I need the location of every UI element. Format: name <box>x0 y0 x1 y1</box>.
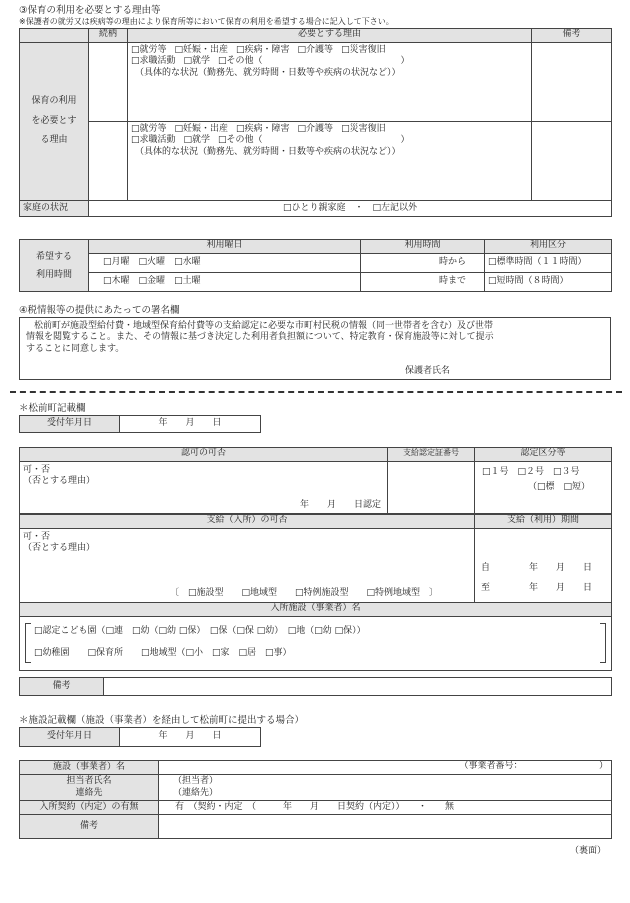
reason-options-2a[interactable]: □就労等 □妊娠・出産 □疾病・障害 □介護等 □災害復旧 <box>131 124 386 134</box>
town-received-table <box>19 415 261 433</box>
reason-cell-2 <box>128 122 532 201</box>
hope-time-side-label: 希望する 利用時間 <box>20 240 89 292</box>
reason-detail-1: （具体的な状況（勤務先、就労時間・日数等や疾病の状況など）） <box>135 67 401 78</box>
business-number[interactable]: （事業者番号： ） <box>159 761 612 775</box>
town-received-label: 受付年月日 <box>20 416 120 433</box>
days-row-1[interactable]: □月曜 □火曜 □水曜 <box>89 254 361 273</box>
contract-label: 入所契約（内定）の有無 <box>20 801 159 815</box>
family-status-options[interactable]: □ひとり親家庭 ・ □左記以外 <box>89 201 612 217</box>
town-remarks-table <box>19 677 612 696</box>
facility-name-cell[interactable] <box>20 617 612 671</box>
facility-received-date[interactable]: 年 月 日 <box>120 728 261 747</box>
relation-cell-1[interactable] <box>89 43 128 122</box>
town-payment-table <box>19 514 612 671</box>
section4-title: ④税情報等の提供にあたっての署名欄 <box>19 305 180 316</box>
reason-cell-1 <box>128 43 532 122</box>
facility-received-label: 受付年月日 <box>20 728 120 747</box>
consent-line-2: 情報を閲覧すること。また、その情報に基づき決定した利用者負担額について、特定教育・保育施設等に対して提示 <box>26 332 494 343</box>
col-remarks-header: 備考 <box>532 29 612 43</box>
time-to[interactable]: 時まで <box>361 273 485 292</box>
section3-title: ③保育の利用を必要とする理由等 <box>19 5 161 16</box>
time-from[interactable]: 時から <box>361 254 485 273</box>
facility-options-line-2[interactable]: □幼稚園 □保育所 □地域型（□小 □家 □居 □事） <box>34 648 292 658</box>
payment-cell[interactable]: 可・否 （否とする理由） 〔 □施設型 □地域型 □特例施設型 □特例地域型 〕 <box>20 529 475 603</box>
reason-detail-2: （具体的な状況（勤務先、就労時間・日数等や疾病の状況など）） <box>135 146 401 157</box>
facility-info-table <box>19 760 612 839</box>
facility-section-title: ＊施設記載欄（施設（事業者）を経由して松前町に提出する場合） <box>19 715 305 726</box>
town-approval-table <box>19 447 612 514</box>
signature-label: 保護者氏名 <box>405 366 451 376</box>
town-remarks-cell[interactable] <box>104 678 612 696</box>
col-reason-header: 必要とする理由 <box>128 29 532 43</box>
category-short[interactable]: □短時間（８時間） <box>485 273 612 292</box>
col-time-header: 利用時間 <box>361 240 485 254</box>
col-relation-header: 続柄 <box>89 29 128 43</box>
family-status-label: 家庭の状況 <box>20 201 89 217</box>
facility-type-options[interactable]: 〔 □施設型 □地域型 □特例施設型 □特例地域型 〕 <box>170 587 439 598</box>
approval-header: 認可の可否 <box>20 448 388 462</box>
reason-options-1b[interactable]: □求職活動 □就学 □その他（ ） <box>131 56 410 67</box>
cert-number-header: 支給認定証番号 <box>388 448 475 462</box>
contract-value[interactable]: 有 （契約・内定 （ 年 月 日契約（内定）） ・ 無 <box>159 801 612 815</box>
facility-name-label: 施設（事業者）名 <box>20 761 159 775</box>
consent-box <box>19 317 611 380</box>
cert-class-header: 認定区分等 <box>475 448 612 462</box>
consent-line-1: 松前町が施設型給付費・地域型保育給付費等の支給認定に必要な市町村民税の情報（同一世帯者を含む）及び世帯 <box>34 321 494 331</box>
facility-remarks-label: 備考 <box>20 815 159 839</box>
need-reason-side-label: 保育の利用 を必要とす る理由 <box>20 43 89 201</box>
reason-table <box>19 28 612 217</box>
reason-options-1a[interactable]: □就労等 □妊娠・出産 □疾病・障害 □介護等 □災害復旧 <box>131 45 386 55</box>
cert-number-cell[interactable] <box>388 462 475 514</box>
facility-options-line-1[interactable]: □認定こども園（□連 □幼（□幼 □保） □保（□保 □幼） □地（□幼 □保）） <box>34 626 366 636</box>
payment-header: 支給（入所）の可否 <box>20 515 475 529</box>
hope-time-table <box>19 239 612 292</box>
staff-contact-cell[interactable]: （担当者） （連絡先） <box>159 775 612 801</box>
town-section-title: ＊松前町記載欄 <box>19 403 86 414</box>
col-days-header: 利用曜日 <box>89 240 361 254</box>
remarks-cell-2[interactable] <box>532 122 612 201</box>
facility-remarks-cell[interactable] <box>159 815 612 839</box>
town-remarks-label: 備考 <box>20 678 104 696</box>
days-row-2[interactable]: □木曜 □金曜 □土曜 <box>89 273 361 292</box>
facility-name-header: 入所施設（事業者）名 <box>20 603 612 617</box>
remarks-cell-1[interactable] <box>532 43 612 122</box>
approval-cell[interactable]: 可・否 （否とする理由） 年 月 日認定 <box>20 462 388 514</box>
col-category-header: 利用区分 <box>485 240 612 254</box>
cut-line-divider <box>10 391 622 393</box>
cert-class-cell[interactable]: □１号 □２号 □３号 （□標 □短） <box>475 462 612 514</box>
payment-period-header: 支給（利用）期間 <box>475 515 612 529</box>
consent-line-3: することに同意します。 <box>26 343 125 354</box>
reason-options-2b[interactable]: □求職活動 □就学 □その他（ ） <box>131 135 410 146</box>
category-standard[interactable]: □標準時間（１１時間） <box>485 254 612 273</box>
staff-contact-label: 担当者氏名 連絡先 <box>20 775 159 801</box>
payment-period-cell[interactable]: 自 年 月 日 至 年 月 日 <box>475 529 612 603</box>
facility-received-table <box>19 727 261 747</box>
relation-cell-2[interactable] <box>89 122 128 201</box>
section3-note: ※保護者の就労又は疾病等の理由により保育所等において保育の利用を希望する場合に記入して下さい。 <box>19 17 394 26</box>
town-received-date[interactable]: 年 月 日 <box>120 416 261 433</box>
back-side-label: （裏面） <box>570 846 607 856</box>
